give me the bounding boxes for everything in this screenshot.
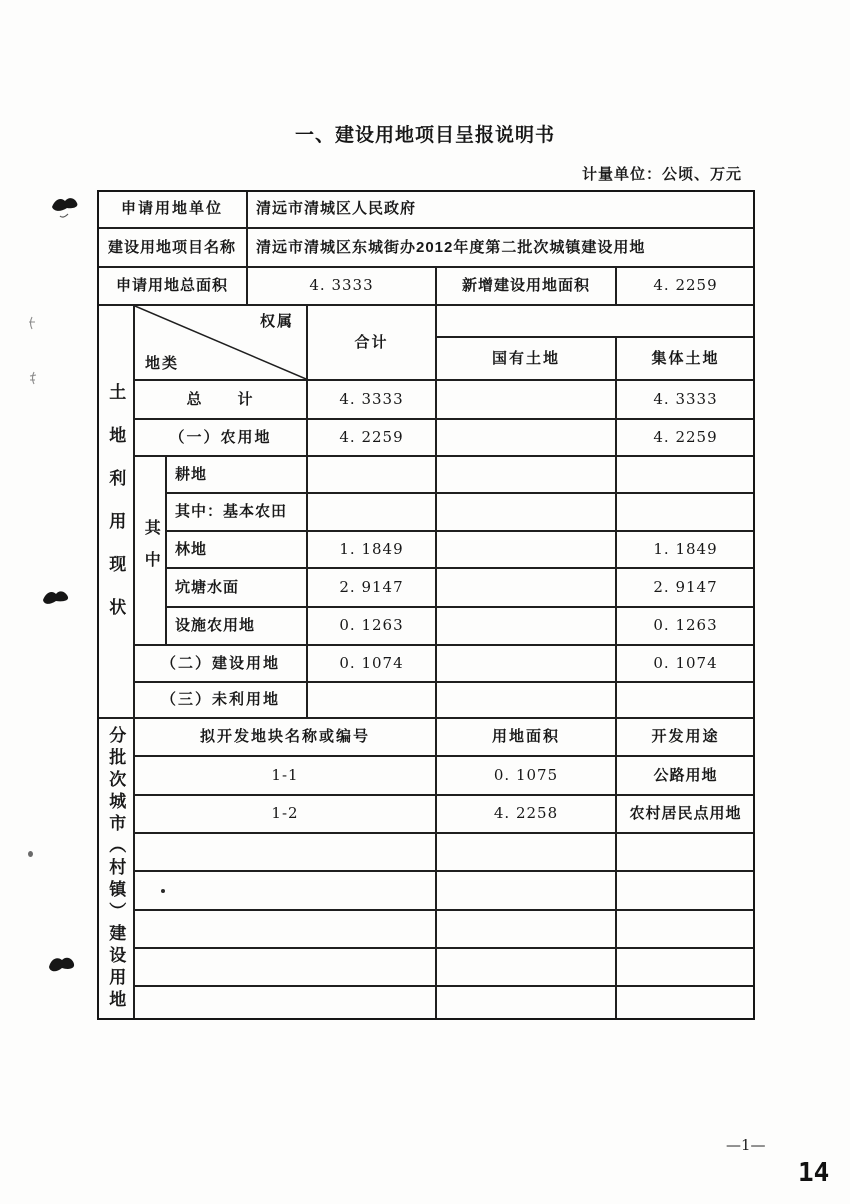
parcel-row-area — [436, 871, 616, 910]
landuse-row-label: 坑塘水面 — [166, 568, 307, 607]
landuse-row-label: 耕地 — [166, 456, 307, 493]
parcel-area-column-header: 用地面积 — [436, 718, 616, 756]
corner-sheet-number: 14 — [798, 1158, 830, 1188]
parcel-row-area — [436, 986, 616, 1020]
parcel-row-name: 1-2 — [134, 795, 436, 833]
parcel-row-area — [436, 948, 616, 986]
landuse-row-collective — [616, 456, 755, 493]
ink-smudge — [46, 951, 78, 981]
ownership-corner-label: 权属 — [259, 313, 294, 330]
parcel-row-name — [134, 910, 436, 948]
ink-smudge — [40, 586, 72, 612]
parcel-row-use — [616, 948, 755, 986]
parcel-row-area: 4. 2258 — [436, 795, 616, 833]
landuse-row-state — [436, 419, 616, 456]
landuse-section-side-label: 土地利用现状 — [106, 382, 126, 641]
ink-speck — [28, 851, 33, 857]
landuse-row-label: （三）未利用地 — [134, 682, 307, 718]
landuse-row-state — [436, 607, 616, 645]
landuse-row-state — [436, 568, 616, 607]
landuse-row-state — [436, 380, 616, 419]
parcel-row-area — [436, 833, 616, 871]
subcategory-group-label: 其中 — [142, 518, 160, 583]
landuse-row-total: 0. 1074 — [307, 645, 436, 682]
parcel-row-use — [616, 910, 755, 948]
landtype-corner-label: 地类 — [145, 354, 180, 372]
landuse-row-collective: 0. 1263 — [616, 607, 755, 645]
landuse-row-collective: 4. 2259 — [616, 419, 755, 456]
project-name-label: 建设用地项目名称 — [97, 228, 247, 267]
landuse-row-state — [436, 493, 616, 531]
applicant-unit-label: 申请用地单位 — [97, 190, 247, 228]
new-construction-area-label: 新增建设用地面积 — [436, 267, 616, 305]
new-construction-area-value: 4. 2259 — [616, 267, 755, 305]
landuse-row-total: 1. 1849 — [307, 531, 436, 568]
parcel-row-use — [616, 833, 755, 871]
report-form-table — [97, 190, 755, 1020]
parcels-section-side-label: 分批次城市（村镇）建设用地 — [106, 726, 126, 1012]
landuse-row-total: 0. 1263 — [307, 607, 436, 645]
landuse-row-state — [436, 531, 616, 568]
landuse-row-collective: 2. 9147 — [616, 568, 755, 607]
landuse-row-total — [307, 682, 436, 718]
total-area-label: 申请用地总面积 — [97, 267, 247, 305]
parcel-use-column-header: 开发用途 — [616, 718, 755, 756]
landuse-row-label: 总 计 — [134, 380, 307, 419]
parcel-row-name — [134, 871, 436, 910]
parcel-row-name: 1-1 — [134, 756, 436, 795]
project-name-value: 清远市清城区东城街办2012年度第二批次城镇建设用地 — [247, 228, 755, 267]
subcategory-group-cell — [134, 456, 166, 645]
landuse-row-state — [436, 682, 616, 718]
parcel-row-name — [134, 833, 436, 871]
parcel-row-name — [134, 986, 436, 1020]
landuse-row-state — [436, 645, 616, 682]
landuse-row-total — [307, 493, 436, 531]
diagonal-header-cell — [134, 305, 307, 380]
parcel-row-use — [616, 986, 755, 1020]
ownership-spanner-cell — [436, 305, 755, 337]
ink-smudge — [50, 194, 82, 222]
total-area-value: 4. 3333 — [247, 267, 436, 305]
parcel-row-use — [616, 871, 755, 910]
parcel-row-name — [134, 948, 436, 986]
state-land-column-header: 国有土地 — [436, 337, 616, 380]
landuse-row-total — [307, 456, 436, 493]
ink-speck — [27, 371, 39, 385]
landuse-row-label: 设施农用地 — [166, 607, 307, 645]
parcels-section-side-label-cell — [97, 718, 134, 1020]
parcel-row-area: 0. 1075 — [436, 756, 616, 795]
landuse-row-label: （二）建设用地 — [134, 645, 307, 682]
landuse-row-collective: 1. 1849 — [616, 531, 755, 568]
measurement-unit-note: 计量单位：公顷、万元 — [581, 166, 742, 183]
landuse-row-label: （一）农用地 — [134, 419, 307, 456]
parcel-row-use: 农村居民点用地 — [616, 795, 755, 833]
landuse-row-label: 林地 — [166, 531, 307, 568]
landuse-row-collective — [616, 682, 755, 718]
landuse-row-collective — [616, 493, 755, 531]
landuse-row-collective: 0. 1074 — [616, 645, 755, 682]
landuse-row-label: 其中：基本农田 — [166, 493, 307, 531]
footer-page-number: —1— — [726, 1136, 766, 1154]
parcel-row-use: 公路用地 — [616, 756, 755, 795]
total-column-header: 合计 — [307, 305, 436, 380]
page-title: 一、建设用地项目呈报说明书 — [294, 125, 555, 146]
landuse-row-total: 2. 9147 — [307, 568, 436, 607]
collective-land-column-header: 集体土地 — [616, 337, 755, 380]
landuse-row-collective: 4. 3333 — [616, 380, 755, 419]
landuse-row-total: 4. 3333 — [307, 380, 436, 419]
applicant-unit-value: 清远市清城区人民政府 — [247, 190, 755, 228]
landuse-row-state — [436, 456, 616, 493]
landuse-section-side-label-cell — [97, 305, 134, 718]
landuse-row-total: 4. 2259 — [307, 419, 436, 456]
ink-speck — [26, 316, 38, 330]
parcel-row-area — [436, 910, 616, 948]
parcel-name-column-header: 拟开发地块名称或编号 — [134, 718, 436, 756]
